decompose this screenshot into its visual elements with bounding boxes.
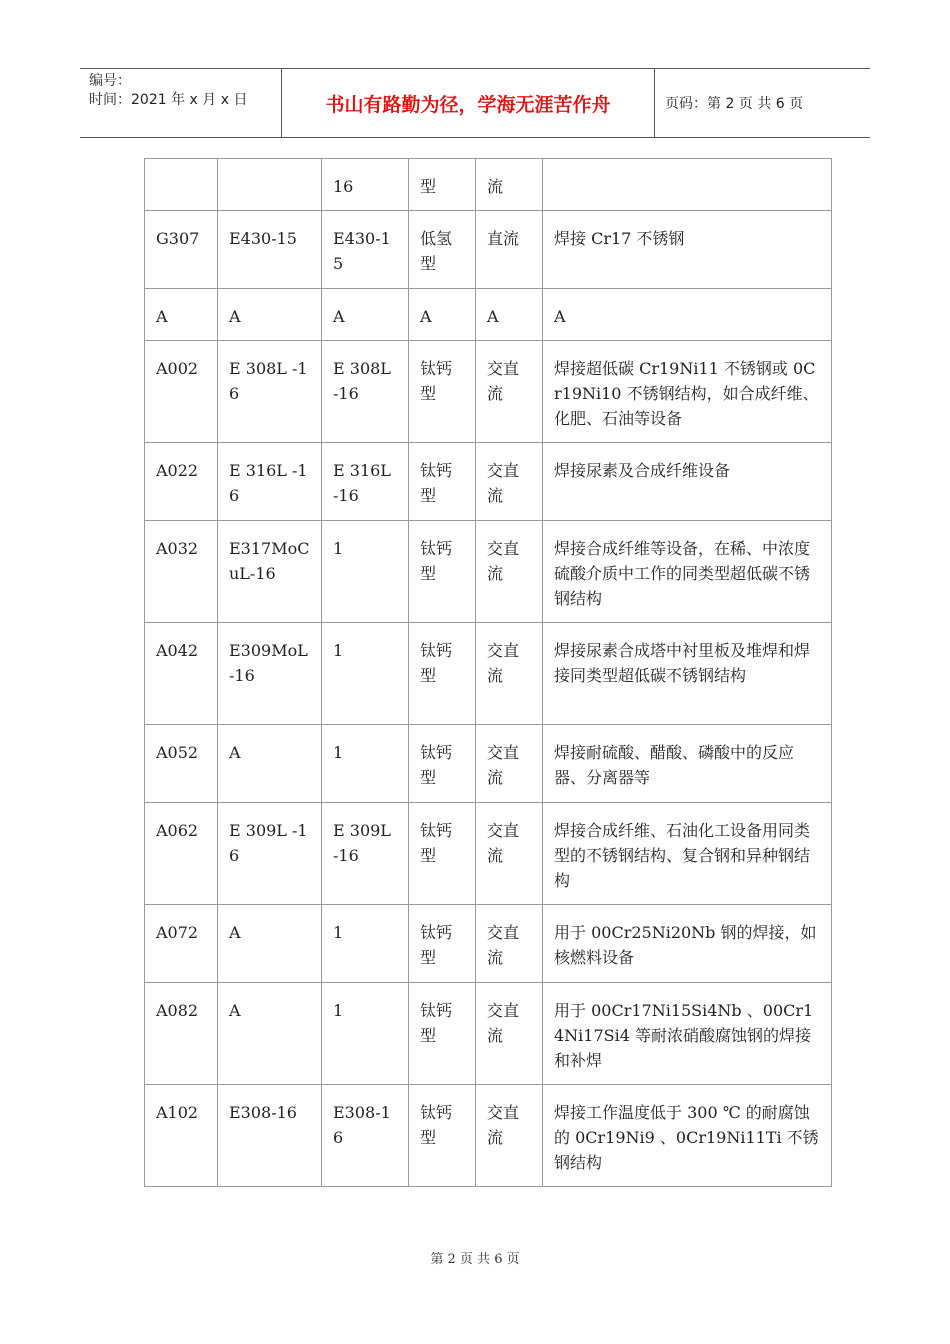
aws-model-cell: 1 [322,521,409,623]
aws-model-cell: E308-16 [322,1085,409,1187]
gb-model-cell: E430-15 [218,211,322,289]
aws-model-cell: 16 [322,159,409,211]
coating-type-cell: 低氢型 [409,211,476,289]
usage-cell: 焊接尿素及合成纤维设备 [543,443,832,521]
time-label: 时间：2021 年 x 月 x 日 [89,92,248,108]
code-cell: A072 [145,905,218,983]
current-type-cell: 交直流 [476,443,543,521]
coating-type-cell: 钛钙型 [409,803,476,905]
table-row [145,289,832,341]
code-cell: A032 [145,521,218,623]
current-type-cell: 交直流 [476,725,543,803]
code-cell: A [145,289,218,341]
aws-model-cell: E430-15 [322,211,409,289]
gb-model-cell: E 316L -16 [218,443,322,521]
table-row [145,803,832,905]
usage-cell: 焊接工作温度低于 300 ℃ 的耐腐蚀的 0Cr19Ni9 、0Cr19Ni11Ti 不锈钢结构 [543,1085,832,1187]
current-type-cell: 交直流 [476,521,543,623]
aws-model-cell: 1 [322,623,409,725]
aws-model-cell: E 316L -16 [322,443,409,521]
code-cell: A102 [145,1085,218,1187]
table-row [145,341,832,443]
table-row [145,211,832,289]
usage-cell: 焊接 Cr17 不锈钢 [543,211,832,289]
current-type-cell: 交直流 [476,983,543,1085]
gb-model-cell: E 309L -16 [218,803,322,905]
number-label: 编号： [89,73,131,89]
table-row [145,1085,832,1187]
aws-model-cell: A [322,289,409,341]
electrode-table [144,158,832,1187]
table-row [145,159,832,211]
current-type-cell: 交直流 [476,1085,543,1187]
coating-type-cell: 钛钙型 [409,341,476,443]
table-row [145,623,832,725]
usage-cell: 焊接合成纤维、石油化工设备用同类型的不锈钢结构、复合钢和异种钢结构 [543,803,832,905]
gb-model-cell: A [218,983,322,1085]
page-footer: 第 2 页 共 6 页 [430,1252,520,1267]
gb-model-cell: E317MoCuL-16 [218,521,322,623]
gb-model-cell [218,159,322,211]
current-type-cell: 交直流 [476,623,543,725]
gb-model-cell: E308-16 [218,1085,322,1187]
gb-model-cell: A [218,289,322,341]
code-cell: A022 [145,443,218,521]
coating-type-cell: 钛钙型 [409,443,476,521]
header-meta [80,69,282,137]
gb-model-cell: A [218,905,322,983]
code-cell: A002 [145,341,218,443]
current-type-cell: 交直流 [476,341,543,443]
code-cell: A052 [145,725,218,803]
page-header [80,68,870,138]
coating-type-cell: 钛钙型 [409,905,476,983]
aws-model-cell: 1 [322,983,409,1085]
current-type-cell: A [476,289,543,341]
gb-model-cell: E309MoL-16 [218,623,322,725]
current-type-cell: 直流 [476,211,543,289]
table-row [145,725,832,803]
aws-model-cell: 1 [322,905,409,983]
header-page-info: 页码：第 2 页 共 6 页 [665,96,804,112]
table-row [145,521,832,623]
usage-cell: A [543,289,832,341]
current-type-cell: 交直流 [476,905,543,983]
current-type-cell: 流 [476,159,543,211]
usage-cell: 焊接尿素合成塔中衬里板及堆焊和焊接同类型超低碳不锈钢结构 [543,623,832,725]
coating-type-cell: 钛钙型 [409,725,476,803]
usage-cell: 焊接超低碳 Cr19Ni11 不锈钢或 0Cr19Ni10 不锈钢结构，如合成纤维、化肥、石油等设备 [543,341,832,443]
code-cell: A042 [145,623,218,725]
code-cell: A062 [145,803,218,905]
code-cell: G307 [145,211,218,289]
table-row [145,443,832,521]
gb-model-cell: A [218,725,322,803]
usage-cell: 用于 00Cr17Ni15Si4Nb 、00Cr14Ni17Si4 等耐浓硝酸腐蚀钢的焊接和补焊 [543,983,832,1085]
coating-type-cell: 钛钙型 [409,1085,476,1187]
usage-cell: 焊接合成纤维等设备，在稀、中浓度硫酸介质中工作的同类型超低碳不锈钢结构 [543,521,832,623]
current-type-cell: 交直流 [476,803,543,905]
coating-type-cell: 钛钙型 [409,983,476,1085]
aws-model-cell: E 308L -16 [322,341,409,443]
table-row [145,905,832,983]
table-row [145,983,832,1085]
usage-cell: 用于 00Cr25Ni20Nb 钢的焊接，如核燃料设备 [543,905,832,983]
gb-model-cell: E 308L -16 [218,341,322,443]
code-cell [145,159,218,211]
coating-type-cell: 型 [409,159,476,211]
usage-cell: 焊接耐硫酸、醋酸、磷酸中的反应器、分离器等 [543,725,832,803]
aws-model-cell: 1 [322,725,409,803]
header-motto: 书山有路勤为径，学海无涯苦作舟 [282,69,655,137]
code-cell: A082 [145,983,218,1085]
coating-type-cell: A [409,289,476,341]
aws-model-cell: E 309L -16 [322,803,409,905]
coating-type-cell: 钛钙型 [409,521,476,623]
usage-cell [543,159,832,211]
coating-type-cell: 钛钙型 [409,623,476,725]
